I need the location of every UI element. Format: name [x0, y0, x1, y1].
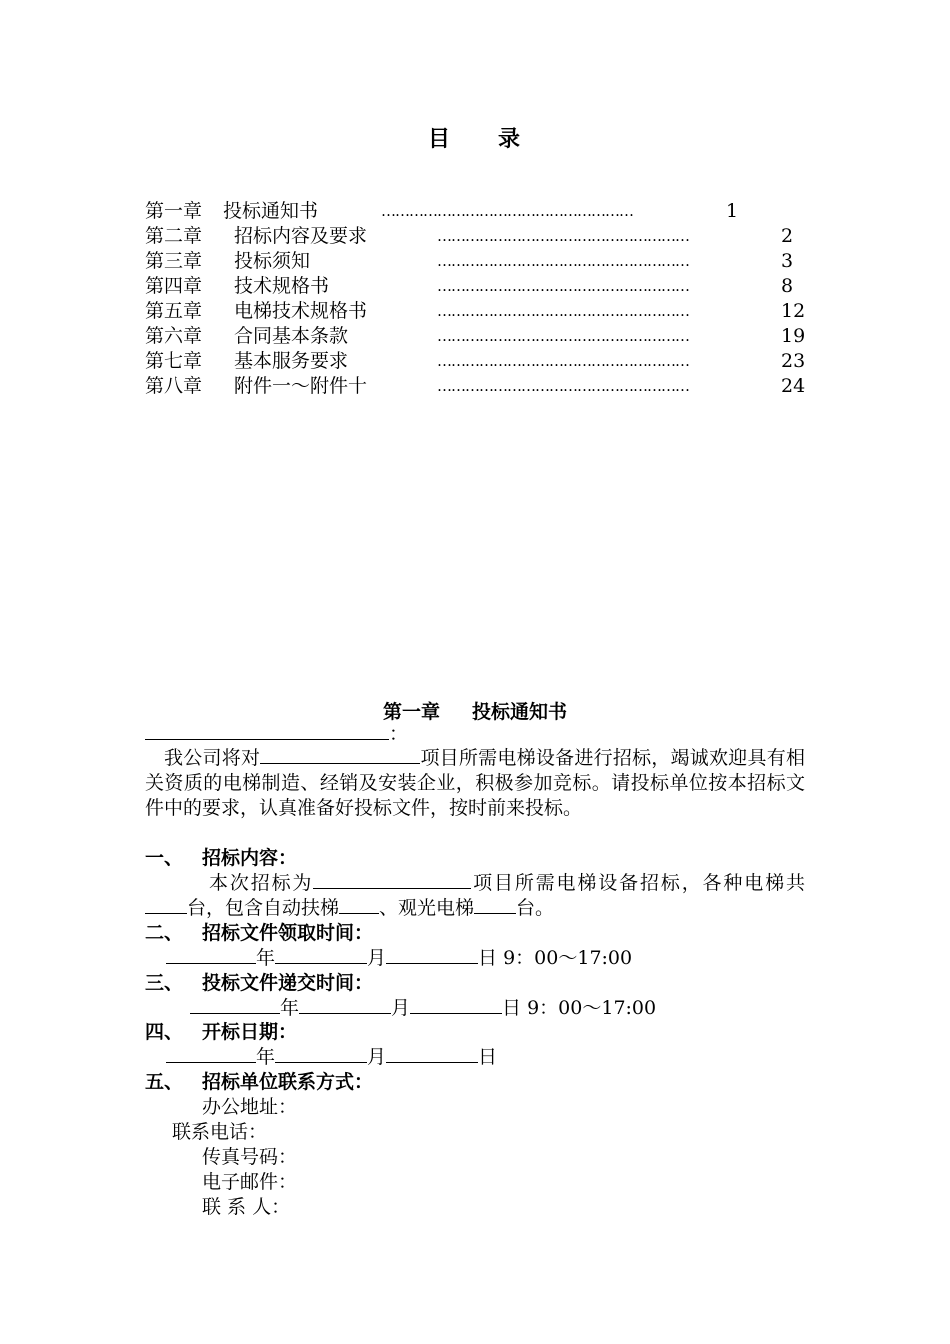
day-blank[interactable] — [386, 946, 478, 964]
section-2-date — [166, 946, 632, 971]
year-blank[interactable] — [166, 946, 256, 964]
section-title: 招标内容： — [202, 847, 298, 869]
s1-sightseeing-blank[interactable] — [474, 896, 516, 914]
section-4-date — [166, 1045, 497, 1070]
toc-name: 电梯技术规格书 — [234, 300, 368, 322]
toc-name: 技术规格书 — [234, 275, 330, 297]
toc-leader: ……………………………………………… — [437, 327, 689, 345]
toc-leader: ……………………………………………… — [437, 252, 689, 270]
toc-chapter: 第八章 — [145, 375, 203, 397]
day-blank[interactable] — [386, 1045, 478, 1063]
chapter-number: 第一章 — [382, 701, 440, 723]
section-1-heading — [145, 846, 298, 871]
s1-text-4: 、观光电梯 — [379, 896, 475, 919]
month-blank[interactable] — [299, 996, 391, 1014]
toc-chapter: 第七章 — [145, 350, 203, 372]
office-address-label: 办公地址： — [202, 1096, 298, 1118]
toc-leader: ……………………………………………… — [437, 302, 689, 320]
section-2-heading — [145, 921, 374, 946]
intro-text-2: 项目所需电梯设备进行招标，竭诚欢迎具有相关资质的电梯制造、经销及安装企业，积极参加竞标。请投标单位按本招标文件中的要求，认真准备好投标文件，按时前来投标。 — [145, 747, 805, 819]
toc-name: 投标须知 — [234, 250, 311, 272]
toc-title-char-1: 目 — [427, 126, 452, 152]
s1-project-blank[interactable] — [313, 871, 471, 889]
toc-chapter: 第二章 — [145, 225, 203, 247]
intro-paragraph — [145, 746, 805, 820]
toc-page: 12 — [781, 300, 806, 322]
s1-text-5: 台。 — [516, 896, 555, 919]
day-label: 日 — [502, 997, 522, 1019]
s1-text-3: 台，包含自动扶梯 — [187, 896, 340, 919]
toc-name: 招标内容及要求 — [234, 225, 368, 247]
chapter-title — [0, 697, 950, 724]
section-title: 开标日期： — [202, 1021, 298, 1043]
chapter-name: 投标通知书 — [472, 701, 568, 723]
toc-chapter: 第五章 — [145, 300, 203, 322]
year-label: 年 — [256, 1046, 276, 1068]
toc-title — [0, 122, 950, 153]
toc-leader: ……………………………………………… — [437, 227, 689, 245]
toc-page: 24 — [781, 375, 806, 397]
day-blank[interactable] — [410, 996, 502, 1014]
toc-name: 合同基本条款 — [234, 325, 349, 347]
month-label: 月 — [367, 1046, 387, 1068]
addressee-line — [145, 722, 408, 747]
section-number: 三、 — [145, 972, 184, 994]
month-blank[interactable] — [275, 1045, 367, 1063]
email-label: 电子邮件： — [202, 1171, 298, 1193]
year-blank[interactable] — [166, 1045, 256, 1063]
project-blank[interactable] — [260, 746, 420, 764]
day-label: 日 — [478, 1046, 498, 1068]
s1-text-2: 项目所需电梯设备招标，各种电梯共 — [471, 872, 805, 894]
intro-text-1: 我公司将对 — [164, 747, 261, 769]
toc-page: 1 — [726, 200, 739, 222]
fax-number-label: 传真号码： — [202, 1146, 298, 1168]
time-range: 9：00～17:00 — [527, 997, 657, 1019]
toc-name: 附件一～附件十 — [234, 375, 368, 397]
contact-person-label: 联 系 人： — [202, 1196, 291, 1218]
toc-name: 基本服务要求 — [234, 350, 349, 372]
month-label: 月 — [391, 997, 411, 1019]
year-label: 年 — [256, 947, 276, 969]
toc-page: 23 — [781, 350, 806, 372]
time-range: 9：00～17:00 — [503, 947, 633, 969]
section-title: 招标文件领取时间： — [202, 922, 374, 944]
toc-chapter: 第一章 — [145, 200, 203, 222]
contact-phone-label: 联系电话： — [172, 1121, 268, 1143]
section-1-body — [145, 871, 805, 921]
year-blank[interactable] — [190, 996, 280, 1014]
addressee-blank[interactable] — [145, 722, 389, 740]
toc-page: 19 — [781, 325, 806, 347]
section-number: 五、 — [145, 1071, 184, 1093]
toc-chapter: 第六章 — [145, 325, 203, 347]
toc-page: 8 — [781, 275, 794, 297]
section-3-date — [190, 996, 656, 1021]
section-4-heading — [145, 1020, 298, 1045]
toc-page: 2 — [781, 225, 794, 247]
month-label: 月 — [367, 947, 387, 969]
toc-chapter: 第三章 — [145, 250, 203, 272]
section-title: 投标文件递交时间： — [202, 972, 374, 994]
s1-count-blank[interactable] — [145, 896, 187, 914]
section-3-heading — [145, 971, 374, 996]
section-number: 一、 — [145, 847, 184, 869]
section-number: 二、 — [145, 922, 184, 944]
s1-escalator-blank[interactable] — [339, 896, 379, 914]
section-5-heading — [145, 1070, 374, 1095]
addressee-colon: ： — [389, 723, 409, 745]
toc-page: 3 — [781, 250, 794, 272]
toc-leader: ……………………………………………… — [437, 352, 689, 370]
toc-leader: ……………………………………………… — [381, 202, 633, 220]
s1-text-1: 本次招标为 — [209, 872, 314, 894]
toc-leader: ……………………………………………… — [437, 277, 689, 295]
toc-name: 投标通知书 — [223, 200, 319, 222]
section-title: 招标单位联系方式： — [202, 1071, 374, 1093]
toc-title-char-2: 录 — [498, 126, 523, 152]
toc-leader: ……………………………………………… — [437, 377, 689, 395]
day-label: 日 — [478, 947, 498, 969]
year-label: 年 — [280, 997, 300, 1019]
section-number: 四、 — [145, 1021, 184, 1043]
toc-chapter: 第四章 — [145, 275, 203, 297]
month-blank[interactable] — [275, 946, 367, 964]
